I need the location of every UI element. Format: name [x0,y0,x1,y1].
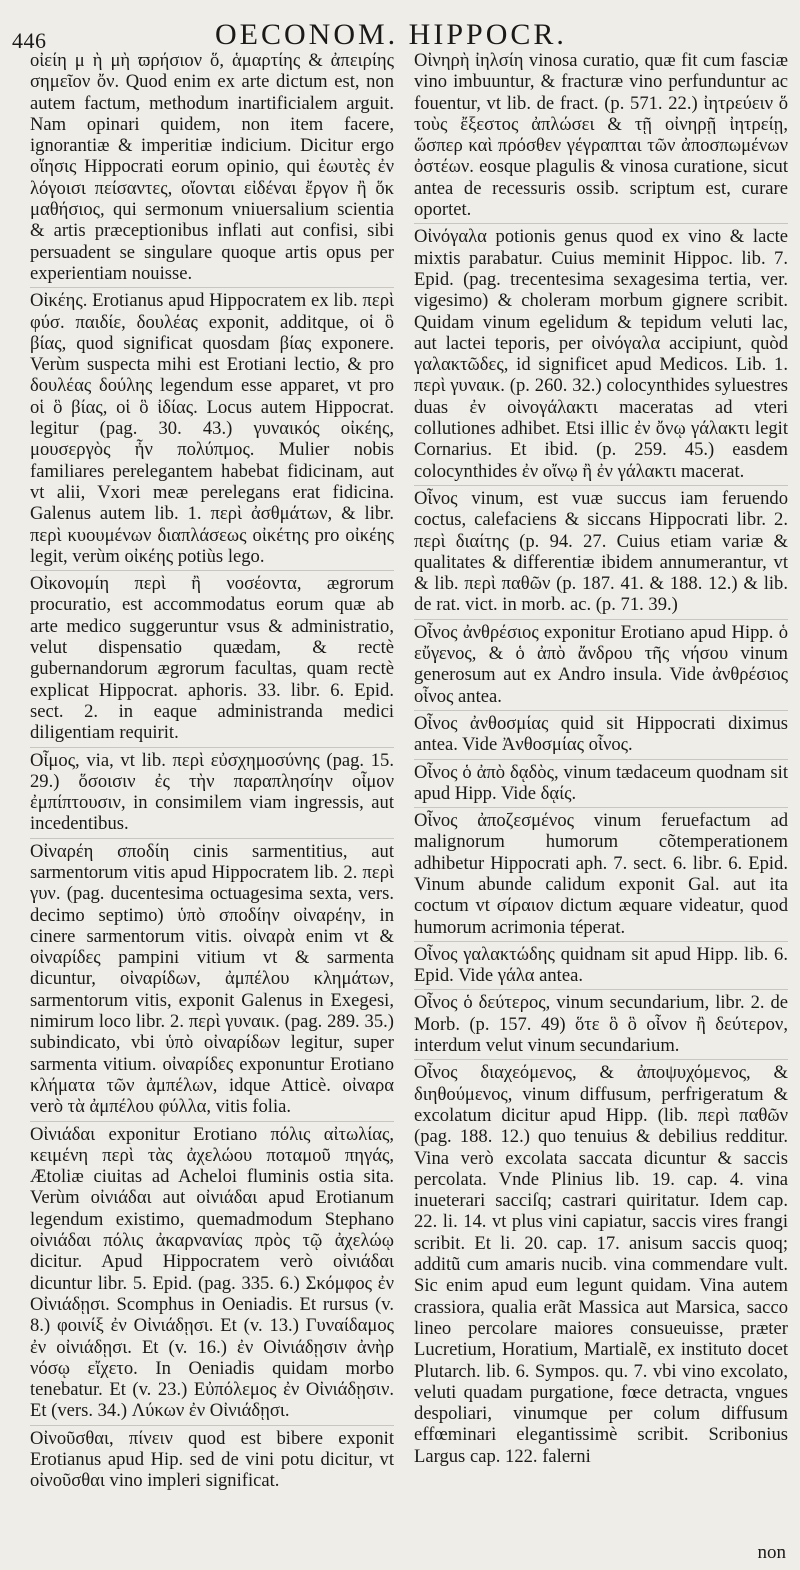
dictionary-entry [30,1425,394,1492]
entry-text: Οἶνος ὁ δεύτερος, vinum secundarium, libr. 2. de Morb. (p. 157. 49) ὅτε ὃ ὃ οἶνον ἢ δεύτερον, interdum velut vinum secundarium. [414,992,788,1057]
dictionary-entry [30,287,394,567]
dictionary-entry [30,1121,394,1422]
entry-text: Οἰνηρὴ ἰηλσίη vinosa curatio, quæ fit cum fasciæ vino imbuuntur, & fracturæ vino perfunduntur ac fouentur, vt lib. de fract. (p. 571. 22.) ἰητρεύειν ὅ τοὺς ἔξεστος ἀπλώσει & τῇ οἰνηρῇ ἰητρείῃ, ὥσπερ καὶ πρόσθεν γέγραπται τῶν ἀποσπωμένων ὀστέων. eosque plagulis & vinosa curatione, sicut antea de recessuris ossib. scriptum est, curare oportet. [414,50,788,221]
dictionary-entry [414,1059,788,1467]
entry-text: Οἶνος vinum, est vuæ succus iam feruendo coctus, calefaciens & siccans Hippocrati libr. 2. περὶ διαίτης (p. 94. 27. Cuius etiam variæ & qualitates & differentiæ ibidem annumerantur, vt & lib. περὶ παθῶν (p. 187. 41. & 188. 12.) & lib. de rat. vict. in morb. ac. (p. 71. 39.) [414,487,788,616]
entry-text: Οἰνιάδαι exponitur Erotiano πόλις αἰτωλίας, κειμένη περὶ τὰς ἀχελώου ποταμοῦ πηγάς, Ætoliæ ciuitas ad Acheloi fluminis ostia sita. Verùm οἰνιάδαι aut οἰνιάδαι apud Erotianum legendum existimo, quemadmodum Stephano οἰνιάδαι πόλις ἀκαρνανίας πρὸς τῷ ἀχελώῳ dicitur. Apud Hippocratem verò οἰνιάδαι dicuntur libr. 5. Epid. (pag. 335. 6.) Σκόμφος ἐν Οἰνιάδῃσι. Scomphus in Oeniadis. Et rursus (v. 8.) φοινίξ ἐν Οἰνιάδῃσι. Et (v. 13.) Γυναίδαμος ἐν οἰνιάδῃσι. Et (v. 16.) ἐν Οἰνιάδῃσιν ἀνὴρ νόσῳ εἴχετο. In Oeniadis quidam morbo tenebatur. Et (v. 23.) Εὐπόλεμος ἐν Οἰνιάδῃσιν. Et (vers. 34.) Λύκων ἐν Οἰνιάδῃσι. [30,1123,394,1422]
entry-text: Οἶνος ἀνθοσμίας quid sit Hippocrati diximus antea. Vide Ἀνθοσμίας οἶνος. [414,712,788,756]
left-column [30,50,394,1492]
dictionary-entry [30,838,394,1118]
dictionary-entry [30,570,394,743]
entry-text: Οἶνος διαχεόμενος, & ἀποψυχόμενος, & διηθούμενος, vinum diffusum, perfrigeratum & excolatum dicitur apud Hipp. (lib. περὶ παθῶν (pag. 188. 12.) quo tenuius & debilius redditur. Vina verò excolata saccata dicuntur & saccis percolata. Vnde Plinius lib. 19. cap. 4. vina inueterari sacciſq; castrari quiritatur. Idem cap. 22. li. 14. vt plus vini capiatur, saccis vires frangi scribit. Et li. 20. cap. 17. anisum saccis quoq; additũ cum amaris nucib. vina commendare vult. Sic enim apud eum legunt quidam. Vina autem crassiora, qualia erãt Massica aut Marsica, sacco lineo percolare maiores consueuisse, præter Lucretium, Horatium, Martialẽ, ex instituto docet Plutarch. lib. 6. Sympos. qu. 7. vbi vino excolato, veluti quadam purgatione, fœce detracta, vngues despoliari, vinumque per colum diffusum effœminari elegantissimè scribit. Scribonius Largus cap. 122. falerni [414,1062,788,1467]
dictionary-entry [30,50,394,284]
dictionary-entry [414,807,788,938]
dictionary-entry [30,747,394,835]
entry-text: Οἶμος, via, vt lib. περὶ εὐσχημοσύνης (pag. 15. 29.) ὅσοισιν ἐς τὴν παραπλησίην οἶμον ἐμπίπτουσιν, in consimilem viam ingressis, aut incedentibus. [30,749,394,835]
entry-text: οἰείη μ ὴ μὴ ϖρήσιον ὅ, ἁμαρτίης & ἀπειρίης σημεῖον ὄν. Quod enim ex arte dictum est, non autem factum, methodum inartificialem arguit. Nam opinari quidem, non item facere, ignorantiæ & imperitiæ indicium. Dicitur ergo οἴησις Hippocrati eorum opinio, qui ἑωυτὲς ἐν λόγοισι πείσαντες, οἴονται εἰδέναι ἔργον ἢ ὅκ μαθήσιος, qui sermonum vniuersalium scientia & artis præceptionibus inflati aut confisi, sibi persuadent se singulare quoque artis opus per experientiam nouisse. [30,50,394,284]
entry-text: Οἶνος ἀποζεσμένος vinum feruefactum ad malignorum humorum cõtemperationem adhibetur Hippocrati aph. 7. sect. 6. libr. 6. Epid. Vinum abunde calidum exponit Gal. aut ita coctum vt σίραιον dictum æquare videatur, quod humorum acrimonia téperat. [414,810,788,938]
dictionary-entry [414,989,788,1056]
dictionary-entry [414,485,788,616]
entry-text: Οἶνος ἀνθρέσιος exponitur Erotiano apud Hipp. ὁ εὔγενος, & ὁ ἀπὸ ἄνδρου τῆς νήσου vinum generosum aut ex Andro insula. Vide ἀνθρέσιος οἶνος antea. [414,621,788,707]
dictionary-entry [414,619,788,707]
entry-text: Οἶνος ὁ ἀπὸ δᾳδὸς, vinum tædaceum quodnam sit apud Hipp. Vide δᾳίς. [414,761,788,804]
dictionary-entry [414,710,788,756]
dictionary-entry [414,759,788,805]
entry-text: Οἰκέης. Erotianus apud Hippocratem ex lib. περὶ φύσ. παιδίε, δουλέας exponit, additque, οἱ ὃ βίας, quod significat quosdam βίας exponere. Verùm suspecta mihi est Erotiani lectio, & pro δουλέας δούλης legendum esse apparet, vt pro οἱ ὃ βίας, οἱ ὃ ἰδίας. Locus autem Hippocrat. legitur (pag. 30. 43.) γυναικός οἰκέης, μουσεργὸς ἦν πολύπμος. Mulier nobis familiares perelegantem habebat fidicinam, aut vt alii, Vxori meæ perelegans erat fidicina. Galenus autem lib. 1. περὶ ἀσθμάτων, & libr. περὶ κυουμένων διαπλάσεως οἰκέτης pro οἰκέης legit, verùm οἰκέης potiùs lego. [30,290,394,567]
running-title: OECONOM. HIPPOCR. [215,18,567,51]
page-number: 446 [12,28,47,53]
entry-text: Οἰνοῦσθαι, πίνειν quod est bibere exponit Erotianus apud Hip. sed de vini potu dicitur, vt οἰνοῦσθαι vino impleri significat. [30,1427,394,1492]
dictionary-entry [414,50,788,220]
entry-text: Οἰνόγαλα potionis genus quod ex vino & lacte mixtis parabatur. Cuius meminit Hippoc. lib. 7. Epid. (pag. trecentesima sexagesima tertia, ver. vigesimo) & choleram morbum gignere scribit. Quidam vinum egelidum & tepidum veluti lac, aut lactei teporis, per οἰνόγαλα accipiunt, quòd γαλακτῶδες, id significet apud Medicos. Lib. 1. περὶ γυναικ. (p. 260. 32.) colocynthides syluestres duas ἐν οἰνογάλακτι maceratas ad vteri collutiones adhibet. Etsi illic ἐν ὄνῳ γάλακτι legit Cornarius. Et ibid. (p. 259. 45.) easdem colocynthides ἐν οἴνῳ ἢ ἐν γάλακτι macerat. [414,226,788,482]
entry-text: Οἶνος γαλακτώδης quidnam sit apud Hipp. lib. 6. Epid. Vide γάλα antea. [414,943,788,987]
dictionary-entry [414,223,788,482]
page-header [0,10,800,54]
entry-text: Οἰκονομίη περὶ ἢ νοσέοντα, ægrorum procuratio, est accommodatus eorum quæ ab arte medico suggeruntur vsus & administratio, velut dispensatio quædam, & rectè gubernandorum ægrorum facultas, quam rectè explicat Hippocrat. aphoris. 33. libr. 6. Epid. sect. 2. in eaque administranda medici diligentiam requirit. [30,573,394,744]
entry-text: Οἰναρέη σποδίη cinis sarmentitius, aut sarmentorum vitis apud Hippocratem lib. 2. περὶ γυν. (pag. ducentesima octuagesima sexta, vers. decimo septimo) ὑπὸ σποδίην οἰναρέην, in cinere sarmentorum vitis. οἰναρὰ enim vt & οἰναρίδες pampini vitium vt & sarmenta dicuntur, οἰναρίδων, ἀμπέλου κλημάτων, sarmentorum vitis, exponit Galenus in Exegesi, nimirum loco libr. 2. περὶ γυναικ. (pag. 289. 35.) subindicato, vbi ὑπὸ οἰναρίδων legitur, super sarmenta vitium. οἰναρίδες exponuntur Erotiano κλήματα τῶν ἀμπέλων, idque Atticè. οἰναρα verò τὰ ἀμπέλου φύλλα, vitis folia. [30,840,394,1118]
dictionary-entry [414,941,788,987]
right-column [414,50,788,1467]
catchword: non [757,1542,786,1563]
